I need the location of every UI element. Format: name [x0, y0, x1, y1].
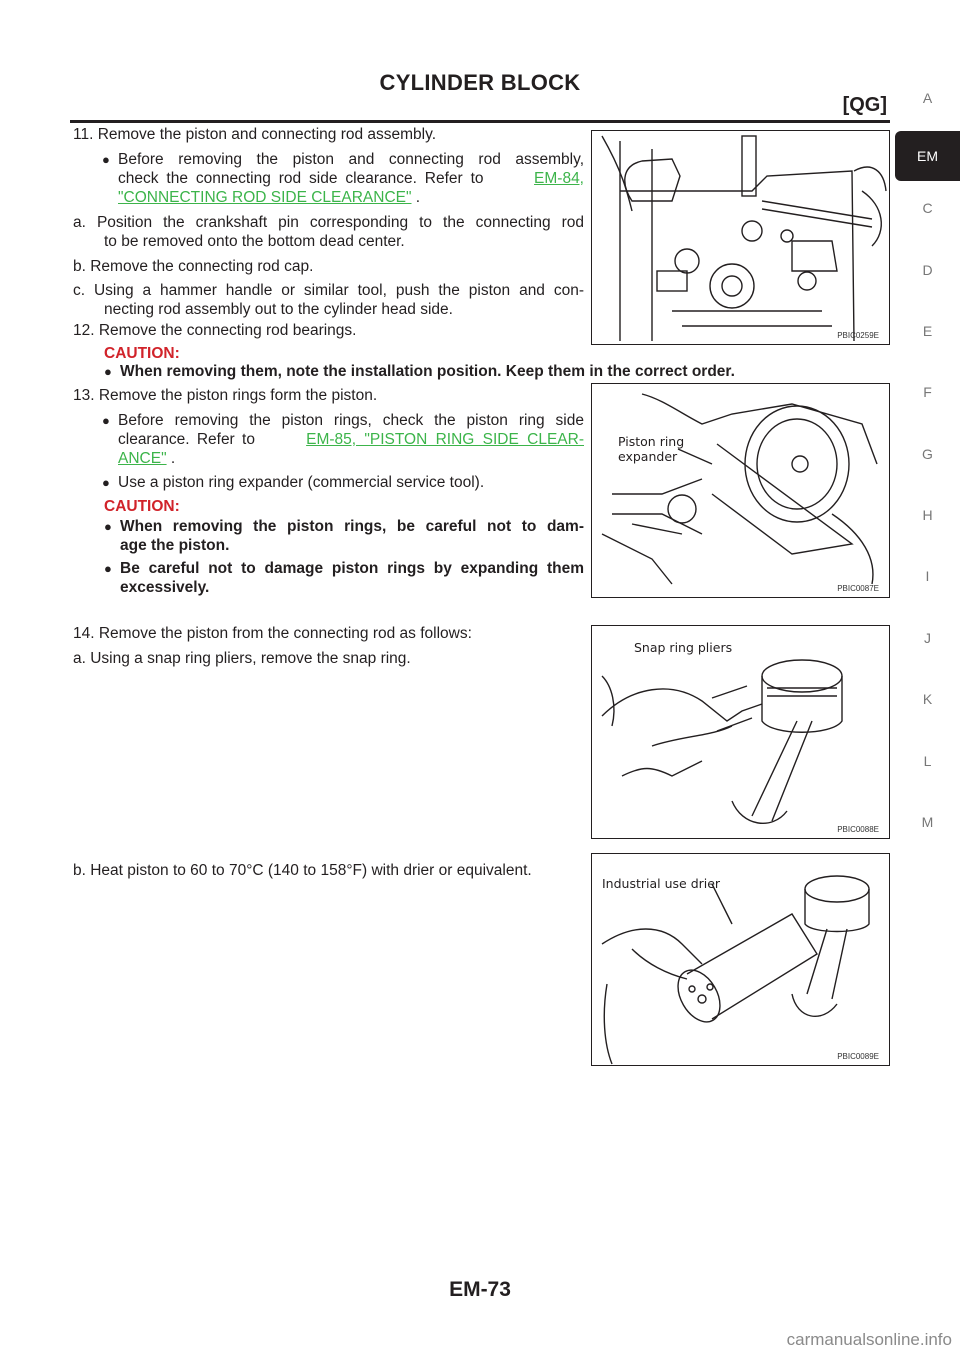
label-piston-ring: Piston ring [618, 434, 685, 449]
step-13: 13. Remove the piston rings form the piston. [73, 387, 378, 404]
link-em-85[interactable]: EM-85, "PISTON RING SIDE CLEAR- [306, 431, 584, 448]
link-piston-ring-side-clearance[interactable]: ANCE" [118, 450, 167, 467]
tab-g[interactable]: G [922, 446, 933, 462]
tab-e[interactable]: E [922, 323, 933, 339]
step-13-bullet-end: . [166, 450, 176, 467]
step-11c-line2: necting rod assembly out to the cylinder head side. [104, 301, 453, 318]
engine-tag: [QG] [842, 94, 887, 116]
step-11b: b. Remove the connecting rod cap. [73, 258, 314, 275]
link-em-84[interactable]: EM-84, [534, 170, 584, 187]
bullet-icon: ● [102, 413, 110, 428]
tab-em[interactable]: EM [895, 131, 960, 181]
piston-ring-expander-illustration [592, 384, 889, 597]
cylinder-block-illustration [592, 131, 889, 344]
step-13-bullet-2: Use a piston ring expander (commercial service tool). [118, 474, 485, 491]
watermark: carmanualsonline.info [786, 1330, 952, 1349]
step-11-bullet-line3 [118, 188, 420, 208]
tab-f[interactable]: F [923, 384, 932, 400]
figure-piston-ring-expander [591, 383, 890, 598]
caution-1-text: When removing them, note the installation position. Keep them in the correct order. [120, 363, 735, 380]
bullet-icon: ● [104, 519, 112, 534]
label-expander: expander [618, 449, 678, 464]
caution-2-bullet-1-line1: When removing the piston rings, be careful not to dam- [120, 518, 584, 535]
tab-k[interactable]: K [922, 691, 933, 707]
step-11-bullet-end: . [411, 189, 421, 206]
caution-2-bullet-2-line2: excessively. [120, 579, 210, 596]
step-11c-line1: c. Using a hammer handle or similar tool, push the piston and con- [73, 282, 584, 299]
caution-2-label: CAUTION: [104, 498, 180, 515]
step-11-bullet-text: check the connecting rod side clearance. Refer to [118, 170, 484, 187]
tab-c[interactable]: C [922, 200, 933, 216]
page-number: EM-73 [449, 1278, 511, 1301]
link-connecting-rod-side-clearance[interactable]: "CONNECTING ROD SIDE CLEARANCE" [118, 189, 412, 206]
label-industrial-use-drier: Industrial use drier [602, 876, 721, 891]
step-14: 14. Remove the piston from the connecting rod as follows: [73, 625, 472, 642]
tab-d[interactable]: D [922, 262, 933, 278]
bullet-icon: ● [102, 152, 110, 167]
bullet-icon: ● [104, 561, 112, 576]
step-11-bullet-line1: Before removing the piston and connecting rod assembly, [118, 151, 584, 168]
tab-j[interactable]: J [924, 630, 931, 646]
tab-m[interactable]: M [921, 814, 934, 830]
figure-id: PBIC0259E [837, 331, 879, 340]
figure-id: PBIC0088E [837, 825, 879, 834]
step-14a: a. Using a snap ring pliers, remove the snap ring. [73, 650, 411, 667]
page-title: CYLINDER BLOCK [379, 70, 581, 95]
header-rule [70, 120, 890, 123]
caution-1-label: CAUTION: [104, 345, 180, 362]
label-snap-ring-pliers: Snap ring pliers [634, 640, 733, 655]
caution-2-bullet-1-line2: age the piston. [120, 537, 230, 554]
step-14b: b. Heat piston to 60 to 70°C (140 to 158°F) with drier or equivalent. [73, 862, 532, 879]
tab-a[interactable]: A [922, 90, 933, 106]
tab-h[interactable]: H [922, 507, 933, 523]
figure-industrial-drier [591, 853, 890, 1066]
figure-id: PBIC0089E [837, 1052, 879, 1061]
step-11: 11. Remove the piston and connecting rod assembly. [73, 126, 437, 143]
step-11a-line1: a. Position the crankshaft pin corresponding to the connecting rod [73, 214, 584, 231]
step-11a-line2: to be removed onto the bottom dead center. [104, 233, 405, 250]
step-13-bullet-line3 [118, 449, 175, 469]
bullet-icon: ● [102, 475, 110, 490]
step-13-bullet-line1: Before removing the piston rings, check the piston ring side [118, 412, 584, 429]
caution-2-bullet-2-line1: Be careful not to damage piston rings by expanding them [120, 560, 584, 577]
snap-ring-pliers-illustration [592, 626, 889, 838]
bullet-icon: ● [104, 364, 112, 379]
tab-l[interactable]: L [923, 753, 932, 769]
figure-snap-ring-pliers [591, 625, 890, 839]
step-13-bullet-line2 [118, 430, 584, 450]
step-11-bullet-line2 [118, 169, 584, 189]
tab-i[interactable]: I [925, 568, 930, 584]
figure-id: PBIC0087E [837, 584, 879, 593]
figure-cylinder-block [591, 130, 890, 345]
step-13-bullet-text: clearance. Refer to [118, 431, 255, 448]
step-12: 12. Remove the connecting rod bearings. [73, 322, 357, 339]
